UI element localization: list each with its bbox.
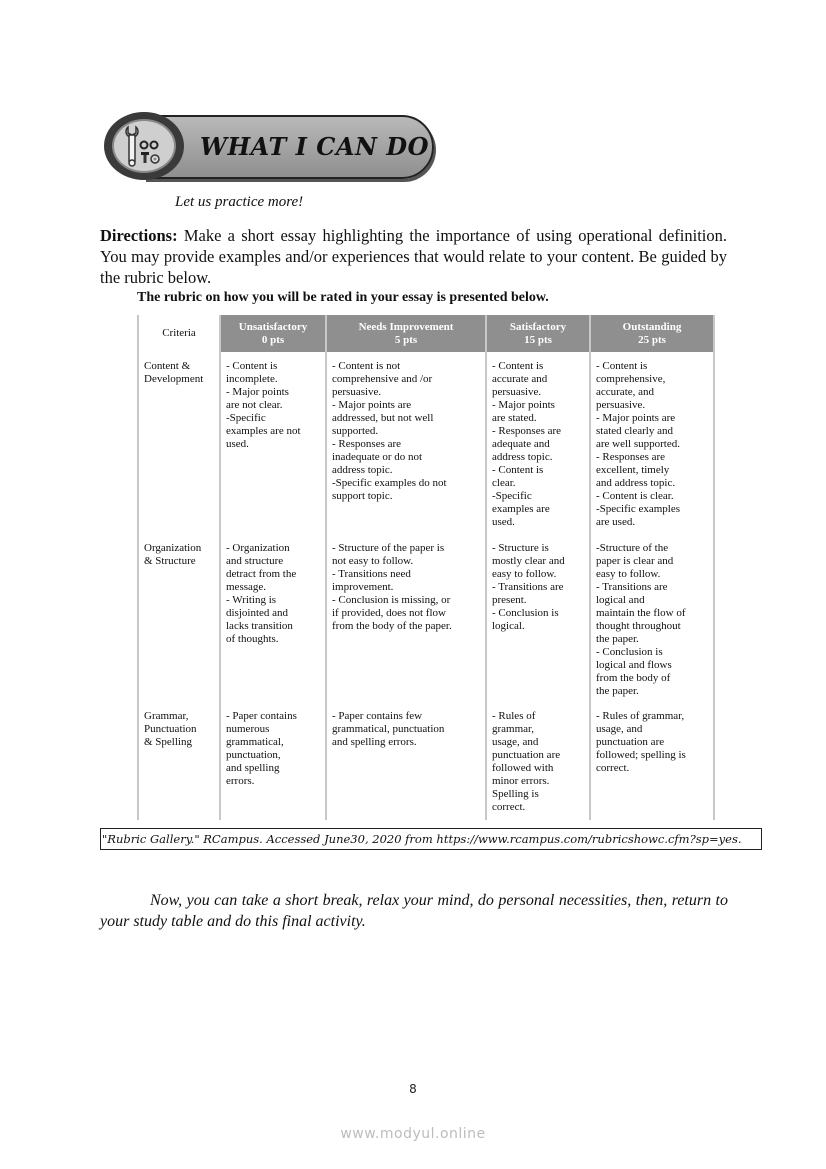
- cell-text-line: and spelling errors.: [332, 736, 417, 748]
- cell-text-line: are not clear.: [226, 399, 283, 411]
- cell-text-line: address topic.: [492, 451, 553, 463]
- cell-text-line: - Rules of grammar,: [596, 710, 685, 722]
- cell-text-line: adequate and: [492, 438, 550, 450]
- page-number: 8: [409, 1082, 417, 1096]
- cell-text-line: - Major points are: [596, 412, 676, 424]
- cell-text-line: grammatical, punctuation: [332, 723, 445, 735]
- cell-text-line: Spelling is: [492, 788, 539, 800]
- cell-text-line: examples are not: [226, 425, 301, 437]
- closing-paragraph: Now, you can take a short break, relax your mind, do personal necessities, then, return to your study table and do this final activity.: [100, 892, 728, 930]
- cell-text-line: - Responses are: [332, 438, 402, 450]
- criteria-cell: [138, 352, 220, 534]
- outstanding-cell: [590, 534, 714, 702]
- directions-label: Directions:: [100, 226, 178, 245]
- cell-text-line: - Responses are: [596, 451, 666, 463]
- cell-text-line: - Content is: [492, 464, 544, 476]
- header-satisfactory: Satisfactory 15 pts: [486, 315, 590, 352]
- cell-text-line: minor errors.: [492, 775, 550, 787]
- cell-text-line: not easy to follow.: [332, 555, 414, 567]
- cell-text-line: usage, and: [492, 736, 539, 748]
- section-banner: [104, 112, 432, 180]
- cell-text-line: - Content is not: [332, 360, 401, 372]
- cell-text-line: Development: [144, 373, 204, 385]
- cell-text-line: are stated.: [492, 412, 537, 424]
- cell-text-line: are well supported.: [596, 438, 680, 450]
- cell-text-line: - Transitions are: [596, 581, 668, 593]
- cell-text-line: punctuation,: [226, 749, 281, 761]
- cell-text-line: Organization: [144, 542, 202, 554]
- cell-text-line: - Transitions are: [492, 581, 564, 593]
- cell-text-line: - Content is: [492, 360, 544, 372]
- cell-text-line: - Paper contains: [226, 710, 297, 722]
- cell-text-line: - Transitions need: [332, 568, 411, 580]
- cell-text-line: - Conclusion is: [596, 646, 663, 658]
- cell-text-line: & Spelling: [144, 736, 192, 748]
- cell-text-line: and structure: [226, 555, 284, 567]
- cell-text-line: - Conclusion is: [492, 607, 559, 619]
- cell-text-line: numerous: [226, 723, 270, 735]
- directions-paragraph: [100, 225, 727, 288]
- cell-text-line: -Specific: [492, 490, 532, 502]
- cell-text-line: addressed, but not well: [332, 412, 434, 424]
- cell-text-line: maintain the flow of: [596, 607, 686, 619]
- cell-text-line: - Rules of: [492, 710, 536, 722]
- cell-text-line: - Organization: [226, 542, 290, 554]
- cell-text-line: - Structure is: [492, 542, 549, 554]
- cell-text-line: and address topic.: [596, 477, 676, 489]
- header-outstanding: Outstanding 25 pts: [590, 315, 714, 352]
- cell-text-line: followed with: [492, 762, 554, 774]
- cell-text-line: message.: [226, 581, 267, 593]
- cell-text-line: punctuation are: [596, 736, 665, 748]
- cell-text-line: errors.: [226, 775, 255, 787]
- cell-text-line: address topic.: [332, 464, 393, 476]
- unsatisfactory-cell: [220, 534, 326, 702]
- cell-text-line: followed; spelling is: [596, 749, 686, 761]
- needs-improvement-cell: [326, 702, 486, 820]
- directions-text: Make a short essay highlighting the importance of using operational definition. You may provide examples and/or experiences that would relate to your content. Be guided by the rubric below.: [100, 226, 727, 287]
- cell-text-line: persuasive.: [332, 386, 382, 398]
- cell-text-line: - Content is: [226, 360, 278, 372]
- cell-text-line: are used.: [596, 516, 636, 528]
- cell-text-line: and spelling: [226, 762, 280, 774]
- table-row: [138, 352, 714, 534]
- needs-improvement-cell: [326, 534, 486, 702]
- cell-text-line: logical and: [596, 594, 645, 606]
- cell-text-line: comprehensive,: [596, 373, 666, 385]
- cell-text-line: from the body of the paper.: [332, 620, 452, 632]
- cell-text-line: logical.: [492, 620, 525, 632]
- cell-text-line: easy to follow.: [492, 568, 557, 580]
- cell-text-line: - Conclusion is missing, or: [332, 594, 451, 606]
- cell-text-line: correct.: [596, 762, 630, 774]
- cell-text-line: support topic.: [332, 490, 393, 502]
- header-unsatisfactory: Unsatisfactory 0 pts: [220, 315, 326, 352]
- tools-icon: [112, 119, 176, 173]
- cell-text-line: - Major points: [226, 386, 289, 398]
- outstanding-cell: [590, 702, 714, 820]
- cell-text-line: clear.: [492, 477, 516, 489]
- cell-text-line: Content &: [144, 360, 191, 372]
- cell-text-line: persuasive.: [596, 399, 646, 411]
- cell-text-line: the paper.: [596, 633, 639, 645]
- rubric-caption: The rubric on how you will be rated in your essay is presented below.: [137, 290, 549, 305]
- cell-text-line: - Content is: [596, 360, 648, 372]
- rubric-header-row: [138, 315, 714, 352]
- cell-text-line: - Responses are: [492, 425, 562, 437]
- criteria-cell: [138, 702, 220, 820]
- cell-text-line: - Major points are: [332, 399, 412, 411]
- watermark: www.modyul.online: [340, 1126, 486, 1142]
- cell-text-line: inadequate or do not: [332, 451, 423, 463]
- cell-text-line: examples are: [492, 503, 550, 515]
- cell-text-line: from the body of: [596, 672, 671, 684]
- citation-box: "Rubric Gallery." RCampus. Accessed June30, 2020 from https://www.rcampus.com/rubricshowc.cfm?sp=yes.: [100, 828, 762, 850]
- cell-text-line: - Paper contains few: [332, 710, 423, 722]
- cell-text-line: usage, and: [596, 723, 643, 735]
- cell-text-line: logical and flows: [596, 659, 672, 671]
- cell-text-line: thought throughout: [596, 620, 681, 632]
- satisfactory-cell: [486, 702, 590, 820]
- cell-text-line: detract from the: [226, 568, 297, 580]
- cell-text-line: used.: [492, 516, 515, 528]
- intro-text: Let us practice more!: [175, 194, 304, 210]
- outstanding-cell: [590, 352, 714, 534]
- rubric-table: [137, 315, 715, 820]
- cell-text-line: accurate and: [492, 373, 548, 385]
- table-row: [138, 702, 714, 820]
- cell-text-line: lacks transition: [226, 620, 293, 632]
- cell-text-line: -Specific examples: [596, 503, 680, 515]
- cell-text-line: -Specific examples do not: [332, 477, 447, 489]
- cell-text-line: excellent, timely: [596, 464, 670, 476]
- cell-text-line: incomplete.: [226, 373, 278, 385]
- cell-text-line: paper is clear and: [596, 555, 674, 567]
- cell-text-line: -Structure of the: [596, 542, 669, 554]
- cell-text-line: grammar,: [492, 723, 535, 735]
- criteria-cell: [138, 534, 220, 702]
- cell-text-line: mostly clear and: [492, 555, 565, 567]
- cell-text-line: used.: [226, 438, 249, 450]
- cell-text-line: - Major points: [492, 399, 555, 411]
- unsatisfactory-cell: [220, 702, 326, 820]
- satisfactory-cell: [486, 534, 590, 702]
- cell-text-line: - Content is clear.: [596, 490, 674, 502]
- cell-text-line: Grammar,: [144, 710, 189, 722]
- cell-text-line: disjointed and: [226, 607, 289, 619]
- header-criteria: Criteria: [138, 315, 220, 352]
- cell-text-line: present.: [492, 594, 527, 606]
- cell-text-line: stated clearly and: [596, 425, 673, 437]
- cell-text-line: -Specific: [226, 412, 266, 424]
- satisfactory-cell: [486, 352, 590, 534]
- cell-text-line: grammatical,: [226, 736, 284, 748]
- cell-text-line: accurate, and: [596, 386, 655, 398]
- cell-text-line: correct.: [492, 801, 526, 813]
- cell-text-line: Punctuation: [144, 723, 197, 735]
- cell-text-line: the paper.: [596, 685, 639, 697]
- cell-text-line: - Structure of the paper is: [332, 542, 445, 554]
- banner-icon-badge: [104, 112, 184, 180]
- cell-text-line: easy to follow.: [596, 568, 661, 580]
- cell-text-line: comprehensive and /or: [332, 373, 433, 385]
- header-needs-improvement: Needs Improvement 5 pts: [326, 315, 486, 352]
- cell-text-line: of thoughts.: [226, 633, 279, 645]
- cell-text-line: supported.: [332, 425, 379, 437]
- needs-improvement-cell: [326, 352, 486, 534]
- cell-text-line: & Structure: [144, 555, 196, 567]
- cell-text-line: punctuation are: [492, 749, 561, 761]
- table-row: [138, 534, 714, 702]
- cell-text-line: improvement.: [332, 581, 394, 593]
- cell-text-line: - Writing is: [226, 594, 277, 606]
- cell-text-line: if provided, does not flow: [332, 607, 446, 619]
- section-title: WHAT I CAN DO: [200, 132, 429, 161]
- unsatisfactory-cell: [220, 352, 326, 534]
- cell-text-line: persuasive.: [492, 386, 542, 398]
